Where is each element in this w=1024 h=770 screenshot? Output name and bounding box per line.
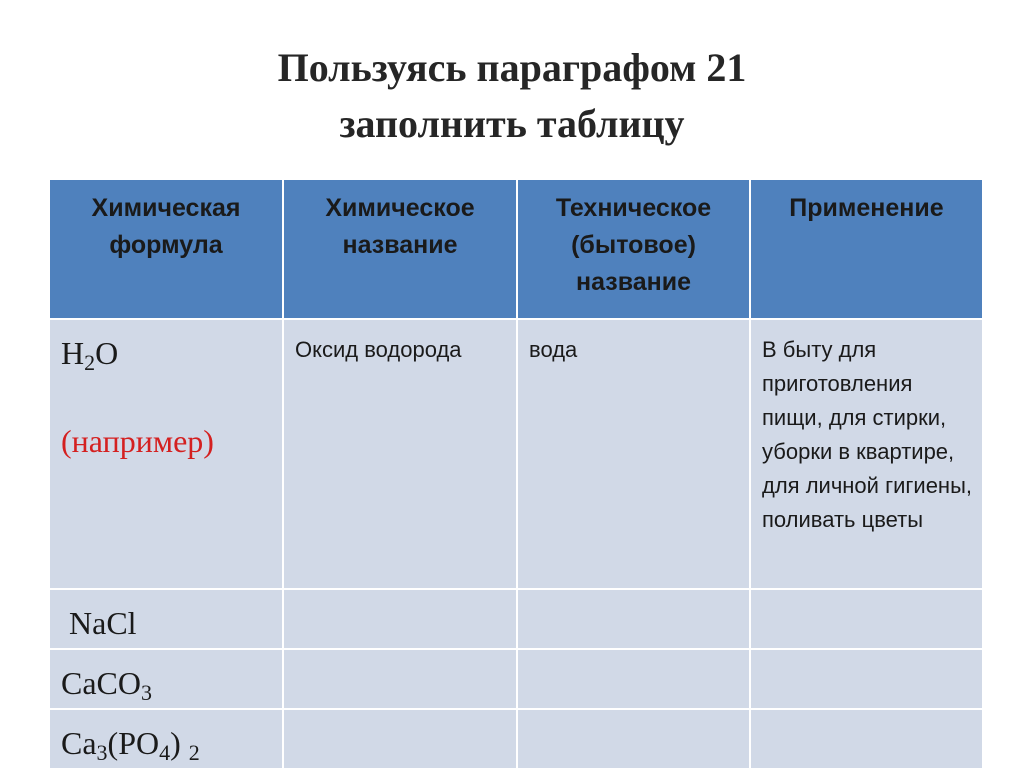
header-usage: Применение <box>750 179 983 319</box>
technical-name-text <box>519 591 748 603</box>
technical-name-text <box>519 711 748 723</box>
header-chemical-formula: Химическая формула <box>49 179 283 319</box>
chemical-name-text <box>285 711 515 723</box>
table-row <box>49 589 983 649</box>
chemical-name-text <box>285 591 515 603</box>
example-note: (например) <box>61 423 214 459</box>
usage-cell[interactable] <box>750 709 983 769</box>
table-row <box>49 709 983 769</box>
slide-title-line-2: заполнить таблицу <box>339 101 685 146</box>
slide-title <box>0 40 1024 152</box>
formula-part: CaCO <box>61 665 141 701</box>
chemical-name-text: Оксид водорода <box>295 337 462 362</box>
formula-h2o <box>51 321 281 461</box>
header-chemical-name: Химическое название <box>283 179 517 319</box>
table-row <box>49 319 983 589</box>
technical-name-cell[interactable] <box>517 709 750 769</box>
chemical-name-cell[interactable] <box>283 319 517 589</box>
technical-name-cell[interactable] <box>517 589 750 649</box>
chemical-name-text <box>285 651 515 663</box>
formula-part: H <box>61 335 85 371</box>
formula-subscript: 3 <box>141 680 152 705</box>
usage-text <box>752 651 981 663</box>
table-header-row <box>49 179 983 319</box>
formula-part: Ca <box>61 725 97 761</box>
chemical-name-cell[interactable] <box>283 709 517 769</box>
technical-name-text <box>519 651 748 663</box>
formula-part: ) <box>170 725 189 761</box>
usage-cell[interactable] <box>750 649 983 709</box>
formula-part: O <box>95 335 119 371</box>
formula-part: NaCl <box>69 605 137 641</box>
usage-cell[interactable] <box>750 589 983 649</box>
slide-title-line-1: Пользуясь параграфом 21 <box>277 45 747 90</box>
formula-cell[interactable] <box>49 589 283 649</box>
technical-name-cell[interactable] <box>517 319 750 589</box>
formula-subscript: 2 <box>84 350 96 375</box>
formula-ca3po42 <box>51 711 281 763</box>
usage-text <box>752 711 981 723</box>
formula-part: (PO <box>107 725 160 761</box>
header-technical-name: Техническое (бытовое) название <box>517 179 750 319</box>
formula-subscript: 2 <box>188 740 200 765</box>
usage-text <box>752 591 981 603</box>
substances-table <box>48 178 984 770</box>
formula-cell[interactable] <box>49 709 283 769</box>
table-row <box>49 649 983 709</box>
technical-name-text: вода <box>529 337 578 362</box>
usage-text: В быту для приготовления пищи, для стирки, уборки в квартире, для личной гигиены, поливать цветы <box>762 337 973 532</box>
chemical-name-cell[interactable] <box>283 649 517 709</box>
usage-cell[interactable] <box>750 319 983 589</box>
formula-cell[interactable] <box>49 319 283 589</box>
formula-subscript: 4 <box>159 740 171 765</box>
formula-cell[interactable] <box>49 649 283 709</box>
technical-name-cell[interactable] <box>517 649 750 709</box>
formula-subscript: 3 <box>96 740 108 765</box>
chemical-name-cell[interactable] <box>283 589 517 649</box>
formula-nacl <box>51 591 281 643</box>
formula-caco3 <box>51 651 281 703</box>
